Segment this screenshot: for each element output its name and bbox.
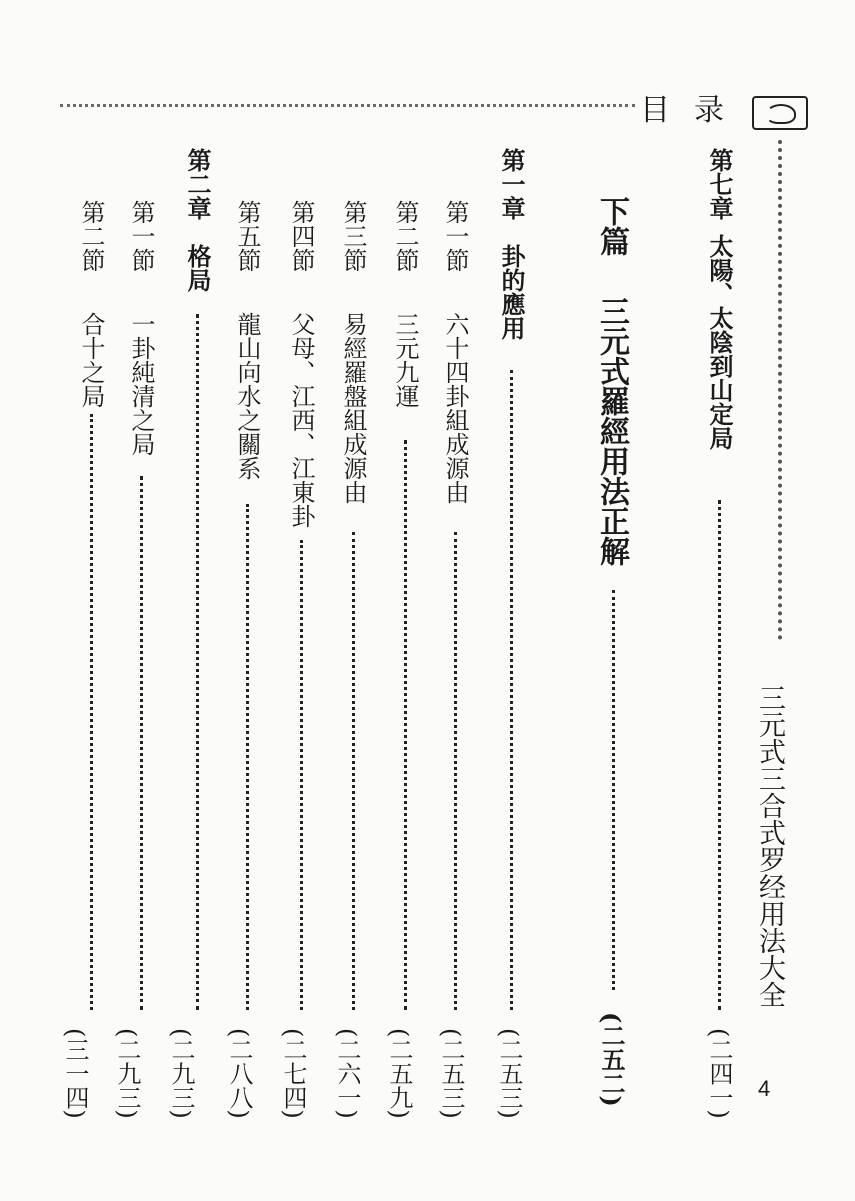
entry-title: 龍山向水之關系 [233,312,261,480]
entry-page: (二五三) [437,1028,465,1119]
entry-title: 六十四卦組成源由 [441,312,469,504]
entry-title: 三元九運 [391,312,419,408]
entry-page: (二九三) [167,1028,195,1119]
toc-entry-ch1[interactable] [494,148,528,340]
leader-dots [454,532,457,1010]
entry-label: 第二節 [77,200,105,272]
leader-dots [404,440,407,1010]
entry-title: 一卦純清之局 [127,312,155,456]
side-divider [778,140,782,640]
entry-page: (二五二) [597,1012,626,1107]
leader-dots [196,314,199,1010]
entry-page: (三一四) [61,1028,89,1119]
entry-title: 卦的應用 [497,244,526,340]
entry-label: 第一節 [127,200,155,272]
toc-entry-ch7[interactable] [702,148,736,450]
leader-dots [612,590,615,990]
toc-entry-ch2[interactable] [180,148,214,292]
leader-dots [718,500,721,1010]
leader-dots [352,532,355,1010]
leader-dots [510,370,513,1010]
toc-entry-s1[interactable] [438,200,472,504]
entry-title: 易經羅盤組成源由 [339,312,367,504]
publisher-logo-icon [752,96,808,130]
entry-title: 太陽、太陰到山定局 [705,234,734,450]
leader-dots [246,504,249,1010]
entry-label: 第二節 [391,200,419,272]
toc-entry-c2s1[interactable] [124,200,158,456]
toc-entry-part2[interactable] [594,196,628,566]
leader-dots [140,476,143,1010]
entry-page: (二五九) [385,1028,413,1119]
page-title: 目录 [640,93,748,128]
toc-entry-c2s2[interactable] [74,200,108,408]
toc-entry-s5[interactable] [230,200,264,480]
entry-label: 下篇 [594,196,629,256]
entry-label: 第四節 [287,200,315,272]
toc-entry-s3[interactable] [336,200,370,504]
entry-label: 第三節 [339,200,367,272]
entry-page: (二八八) [225,1028,253,1119]
page-number: 4 [758,1076,771,1101]
leader-dots [90,414,93,1010]
entry-title: 父母、江西、江東卦 [287,312,315,528]
entry-label: 第七章 [705,148,734,220]
entry-label: 第一章 [497,148,526,220]
entry-title: 格局 [183,244,212,292]
toc-entry-s2[interactable] [388,200,422,408]
entry-title: 三元式羅經用法正解 [594,296,629,566]
leader-dots [300,540,303,1010]
entry-title: 合十之局 [77,312,105,408]
running-book-title: 三元式三合式罗经用法大全 [754,684,785,1008]
entry-page: (二五三) [495,1028,523,1119]
entry-label: 第二章 [183,148,212,220]
entry-page: (二四一) [705,1028,733,1119]
entry-label: 第一節 [441,200,469,272]
entry-page: (二六一) [333,1028,361,1119]
entry-page: (二九三) [113,1028,141,1119]
toc-entry-s4[interactable] [284,200,318,528]
entry-page: (二七四) [279,1028,307,1119]
header-rule [60,104,635,107]
entry-label: 第五節 [233,200,261,272]
